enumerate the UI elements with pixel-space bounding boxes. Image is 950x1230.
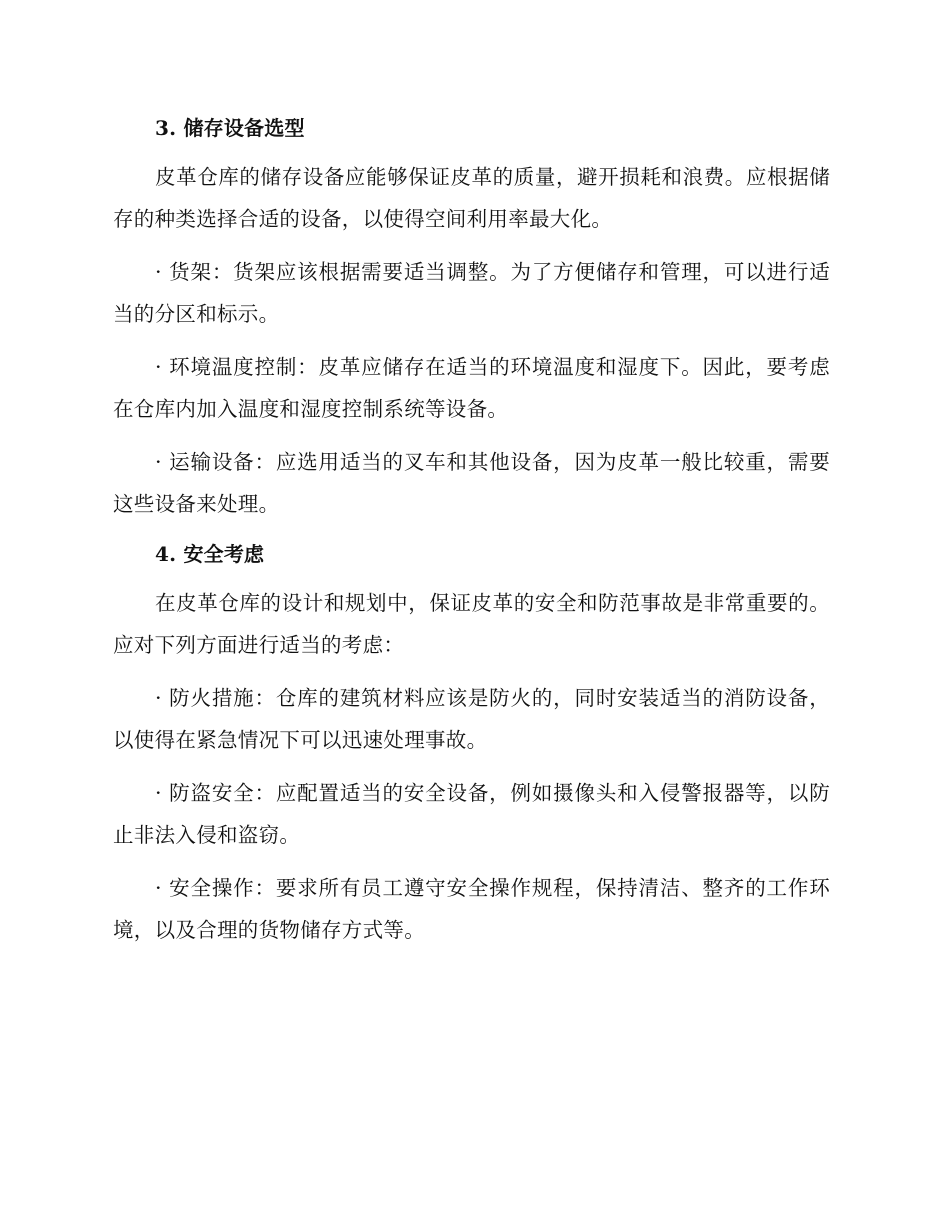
document-body xyxy=(113,112,830,962)
paragraph-temperature-control: · 环境温度控制：皮革应储存在适当的环境温度和湿度下。因此，要考虑在仓库内加入温度和湿度控制系统等设备。 xyxy=(113,355,830,421)
paragraph-safety-intro: 在皮革仓库的设计和规划中，保证皮革的安全和防范事故是非常重要的。应对下列方面进行适当的考虑： xyxy=(113,591,830,657)
section-heading-storage-equipment: 3. 储存设备选型 xyxy=(155,116,305,140)
section-heading-safety: 4. 安全考虑 xyxy=(155,542,265,566)
paragraph-safe-operation: · 安全操作：要求所有员工遵守安全操作规程，保持清洁、整齐的工作环境，以及合理的货物储存方式等。 xyxy=(113,876,830,942)
paragraph-transport-equipment: · 运输设备：应选用适当的叉车和其他设备，因为皮革一般比较重，需要这些设备来处理。 xyxy=(113,450,830,516)
paragraph-fire-prevention: · 防火措施：仓库的建筑材料应该是防火的，同时安装适当的消防设备，以使得在紧急情况下可以迅速处理事故。 xyxy=(113,686,830,752)
paragraph-shelves: · 货架：货架应该根据需要适当调整。为了方便储存和管理，可以进行适当的分区和标示。 xyxy=(113,260,830,326)
paragraph-theft-prevention: · 防盗安全：应配置适当的安全设备，例如摄像头和入侵警报器等，以防止非法入侵和盗窃。 xyxy=(113,781,830,847)
paragraph-storage-intro: 皮革仓库的储存设备应能够保证皮革的质量，避开损耗和浪费。应根据储存的种类选择合适的设备，以使得空间利用率最大化。 xyxy=(113,165,830,231)
